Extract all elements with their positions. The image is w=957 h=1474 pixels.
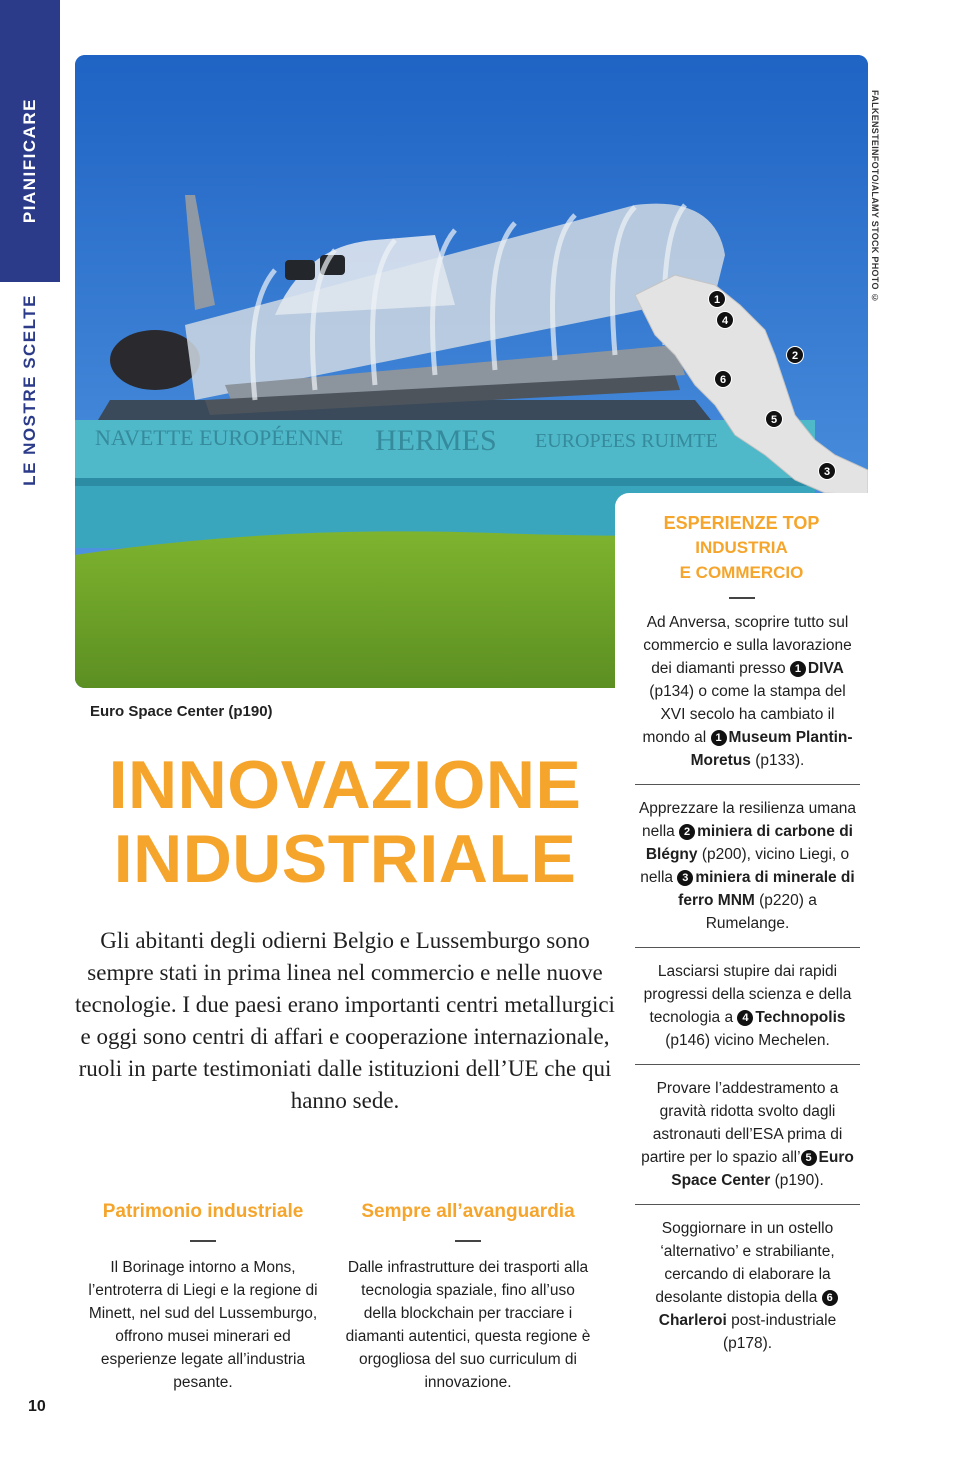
page-title-line-2: INDUSTRIALE [113,821,577,897]
column-patrimonio-industriale [78,1196,328,1394]
sign-text-europees: EUROPEES RUIMTE [535,430,718,452]
map-pin-5: 5 [765,410,783,428]
sidebar-header [615,493,868,599]
map-pin-1: 1 [708,290,726,308]
divider [190,1240,216,1242]
section-tab-inactive-label: LE NOSTRE SCELTE [20,294,39,486]
photo-credit [870,90,888,330]
map-pin-2: 2 [786,346,804,364]
column-sempre-avanguardia [343,1196,593,1394]
link-diva: DIVA [807,660,844,677]
number-badge-1: 1 [711,730,727,746]
divider [635,784,860,785]
link-museum-plantin-moretus: Museum Plantin-Moretus [690,729,853,769]
page-title [75,748,615,896]
divider [635,947,860,948]
column-text: Il Borinage intorno a Mons, l’entroterra di Liegi e la regione di Minett, nel sud del Lussemburgo, offrono musei minerari ed esperienze legate all’industria pesante. [88,1259,318,1391]
intro-paragraph: Gli abitanti degli odierni Belgio e Lussemburgo sono sempre stati in prima linea nel commercio e nelle nuove tecnologie. I due paesi erano importanti centri metallurgici e oggi sono centri di affari e cooperazione internazionale, ruoli in parte testimoniati dalle istituzioni dell’UE che qui hanno sede. [75,928,615,1113]
photo-credit-text: FALKENSTEINFOTO/ALAMY STOCK PHOTO © [870,90,880,303]
link-mnm: miniera di minerale di ferro MNM [678,869,855,909]
sidebar-item-space-center: Provare l’addestramento a gravità ridotta svolto dagli astronauti dell’ESA prima di partire per lo spazio all’ 5 Euro Space Center (p190). [641,1080,854,1189]
number-badge-6: 6 [822,1290,838,1306]
sidebar-subtitle-1: INDUSTRIA [695,538,788,557]
number-badge-3: 3 [677,870,693,886]
sign-text-navette: NAVETTE EUROPÉENNE [95,425,344,450]
divider [729,597,755,599]
sidebar-item-technopolis: Lasciarsi stupire dai rapidi progressi della scienza e della tecnologia a 4 Technopolis (p146) vicino Mechelen. [643,963,852,1049]
sidebar-item-diamonds: Ad Anversa, scoprire tutto sul commercio e sulla lavorazione dei diamanti presso 1 DIVA (p134) o come la stampa del XVI secolo ha cambiato il mondo al 1 Museum Plantin-Moretus (p133). [642,614,853,769]
sidebar-item-mines: Apprezzare la resilienza umana nella 2 miniera di carbone di Blégny (p200), vicino Liegi, o nella 3 miniera di minerale di ferro MNM (p220) a Rumelange. [638,800,857,932]
number-badge-5: 5 [801,1150,817,1166]
link-charleroi: Charleroi [658,1312,727,1329]
sidebar-title: ESPERIENZE TOP [663,513,820,533]
map-pin-4: 4 [716,311,734,329]
number-badge-1: 1 [790,661,806,677]
number-badge-4: 4 [737,1010,753,1026]
column-heading: Patrimonio industriale [102,1201,304,1222]
map-pin-3: 3 [818,462,836,480]
divider [635,1064,860,1065]
link-euro-space-center: Euro Space Center [671,1149,854,1189]
page-title-line-1: INNOVAZIONE [108,747,582,823]
column-heading: Sempre all’avanguardia [361,1201,575,1222]
photo-caption: Euro Space Center (p190) [90,703,273,720]
top-experiences-sidebar [615,493,868,1453]
divider [635,1204,860,1205]
sidebar-subtitle-2: E COMMERCIO [679,563,804,582]
section-tab-active-label: PIANIFICARE [20,98,39,224]
number-badge-2: 2 [679,824,695,840]
link-technopolis: Technopolis [755,1009,846,1026]
link-blegny: miniera di carbone di Blégny [645,823,853,863]
page-number: 10 [28,1398,46,1415]
sidebar-item-charleroi: Soggiornare in un ostello ‘alternativo’ e strabiliante, cercando di elaborare la desolante distopia della 6Charleroi post-industriale (p178). [655,1220,837,1352]
section-tab-le-nostre-scelte[interactable] [0,282,60,492]
column-text: Dalle infrastrutture dei trasporti alla tecnologia spaziale, fino all’uso della blockchain per tracciare i diamanti autentici, questa regione è orgogliosa del suo curriculum di innovazione. [345,1259,591,1391]
sign-text-hermes: HERMES [375,424,497,457]
map-pin-6: 6 [714,370,732,388]
divider [455,1240,481,1242]
section-tab-pianificare[interactable] [0,0,60,282]
